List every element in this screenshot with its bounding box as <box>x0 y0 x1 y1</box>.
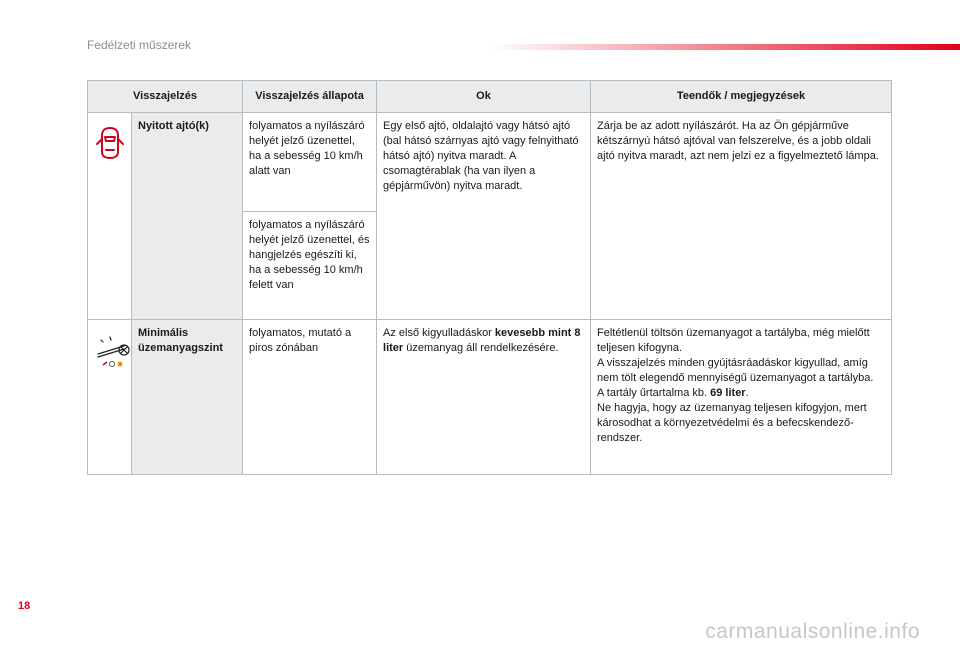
column-header-cause: Ok <box>377 81 591 113</box>
action-line-capacity <box>597 386 885 401</box>
action-line-refuel: Feltétlenül töltsön üzemanyagot a tartályba, még mielőtt teljesen kifogyna. <box>597 327 870 354</box>
capacity-end: . <box>745 387 749 399</box>
warning-lights-table <box>87 80 892 475</box>
capacity-value: 69 liter <box>710 387 746 399</box>
capacity-text: A tartály űrtartalma kb. <box>597 387 711 399</box>
fuel-icon-cell <box>88 320 132 475</box>
action-line-warning: Ne hagyja, hogy az üzemanyag teljesen kifogyjon, mert károsodhat a környezetvédelmi és a befecskendező-rendszer. <box>597 402 867 444</box>
action-line-ignition: A visszajelzés minden gyújtásráadáskor kigyullad, amíg nem tölt elegendő mennyiségű üzemanyagot a tartályba. <box>597 357 874 384</box>
state-cell-open-door-low-speed: folyamatos a nyílászáró helyét jelző üzenettel, ha a sebesség 10 km/h alatt van <box>243 113 377 212</box>
cause-text: Az első kigyulladáskor <box>383 327 495 339</box>
warning-name-low-fuel: Minimális üzemanyagszint <box>132 320 243 475</box>
fuel-gauge-icon <box>94 332 134 372</box>
cause-cell-low-fuel <box>377 320 591 475</box>
action-cell-open-door: Zárja be az adott nyílászárót. Ha az Ön gépjárműve kétszárnyú hátsó ajtóval van felszerelve, és a jobb oldali ajtó nyitva maradt, azt nem jelzi ez a figyelmeztető lámpa. <box>591 113 892 320</box>
watermark: carmanualsonline.info <box>705 620 920 643</box>
cause-cell-open-door: Egy első ajtó, oldalajtó vagy hátsó ajtó (bal hátsó szárnyas ajtó vagy felnyitható hátsó ajtó) nyitva maradt. A csomagtérablak (ha van ilyen a gépjárművön) nyitva maradt. <box>377 113 591 320</box>
warning-name-open-door: Nyitott ajtó(k) <box>132 113 243 320</box>
state-cell-low-fuel: folyamatos, mutató a piros zónában <box>243 320 377 475</box>
column-header-state: Visszajelzés állapota <box>243 81 377 113</box>
cause-emphasis: kevesebb mint 8 liter <box>383 327 581 354</box>
cause-text-end: üzemanyag áll rendelkezésére. <box>403 342 559 354</box>
open-door-car-icon <box>94 125 126 161</box>
column-header-warning: Visszajelzés <box>88 81 243 113</box>
header-accent-bar <box>490 44 960 50</box>
table-row-low-fuel <box>88 320 892 475</box>
table-row-open-door <box>88 113 892 212</box>
section-title: Fedélzeti műszerek <box>87 38 192 52</box>
action-cell-low-fuel <box>591 320 892 475</box>
state-cell-open-door-high-speed: folyamatos a nyílászáró helyét jelző üzenettel, és hangjelzés egészíti ki, ha a sebesség 10 km/h felett van <box>243 212 377 320</box>
table-header-row <box>88 81 892 113</box>
page-number: 18 <box>18 600 31 612</box>
open-door-icon-cell <box>88 113 132 320</box>
column-header-action: Teendők / megjegyzések <box>591 81 892 113</box>
